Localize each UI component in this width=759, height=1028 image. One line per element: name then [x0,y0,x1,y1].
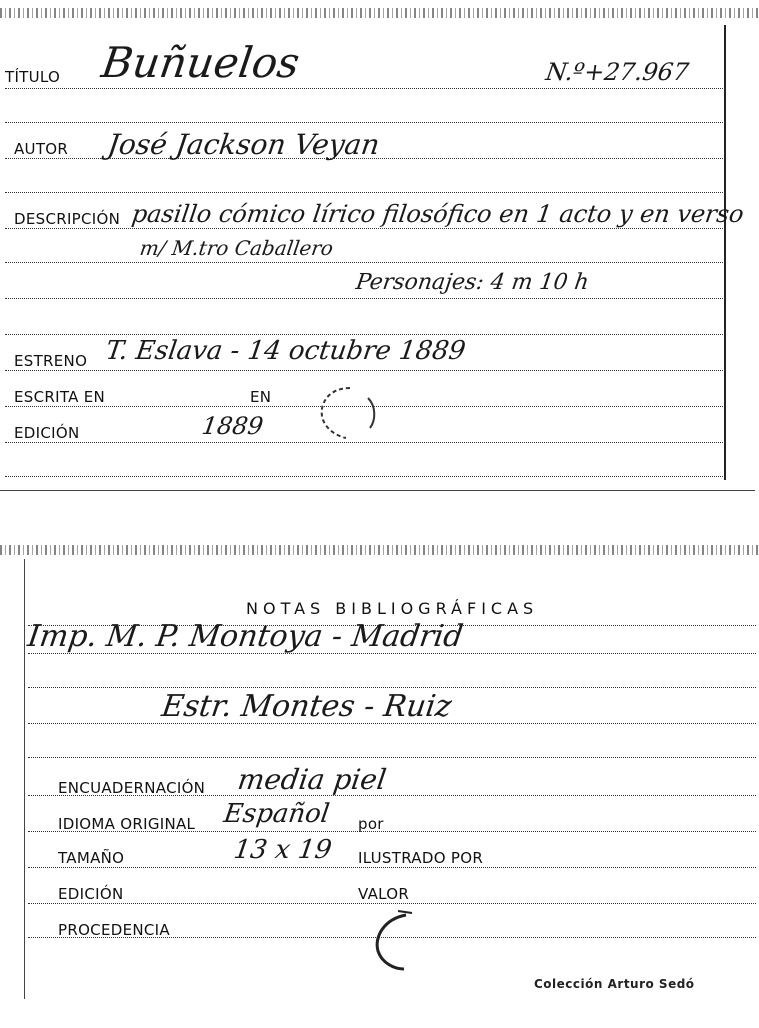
rule-line [28,903,756,904]
autor-label: AUTOR [14,140,69,158]
rule-line [5,88,725,89]
collection-credit: Colección Arturo Sedó [534,977,695,991]
card-bottom-border [0,490,755,491]
valor-label: VALOR [358,885,410,903]
ilustrado-label: ILUSTRADO POR [358,849,484,867]
en-label: EN [250,388,272,406]
procedencia-label: PROCEDENCIA [58,921,170,939]
por-label: por [358,815,384,833]
note-line-2: Estr. Montes - Ruiz [159,689,454,724]
rule-line [28,867,756,868]
idioma-label: IDIOMA ORIGINAL [58,815,196,833]
idioma-value: Español [221,799,332,829]
rule-line [5,370,725,371]
autor-value: José Jackson Veyan [105,128,382,161]
edicion-back-label: EDICIÓN [58,885,124,903]
note-line-1: Imp. M. P. Montoya - Madrid [25,619,466,654]
catalog-card-back [0,535,759,1028]
stamp-mark [310,380,390,444]
tamano-label: TAMAÑO [58,849,125,867]
rule-line [5,228,725,229]
estreno-value: T. Eslava - 14 octubre 1889 [103,336,468,366]
catalog-card-front [0,0,759,500]
rule-line [5,476,725,477]
rule-line [5,122,725,123]
escrita-en-label: ESCRITA EN [14,388,106,406]
card-left-border [24,559,25,999]
tamano-value: 13 x 19 [231,835,334,865]
titulo-label: TÍTULO [5,68,61,86]
rule-line [5,262,725,263]
card-right-border [724,25,726,480]
titulo-value: Buñuelos [98,38,303,87]
descripcion-line-1: pasillo cómico lírico filosófico en 1 acto y en verso [130,200,746,228]
edicion-value: 1889 [200,412,266,440]
stamp-mark [368,907,438,977]
catalog-number: N.º+27.967 [544,58,691,86]
rule-line [28,757,756,758]
descripcion-line-3: Personajes: 4 m 10 h [354,270,591,295]
rule-line [5,298,725,299]
rule-line [28,687,756,688]
encuadernacion-value: media piel [235,763,389,796]
notas-heading: NOTAS BIBLIOGRÁFICAS [246,599,539,618]
estreno-label: ESTRENO [14,352,88,370]
card-torn-edge [0,545,759,555]
edicion-label: EDICIÓN [14,424,80,442]
rule-line [5,334,725,335]
descripcion-line-2: m/ M.tro Caballero [138,236,335,260]
card-torn-edge [0,8,759,18]
rule-line [5,192,725,193]
descripcion-label: DESCRIPCIÓN [14,210,121,228]
encuadernacion-label: ENCUADERNACIÓN [58,779,206,797]
